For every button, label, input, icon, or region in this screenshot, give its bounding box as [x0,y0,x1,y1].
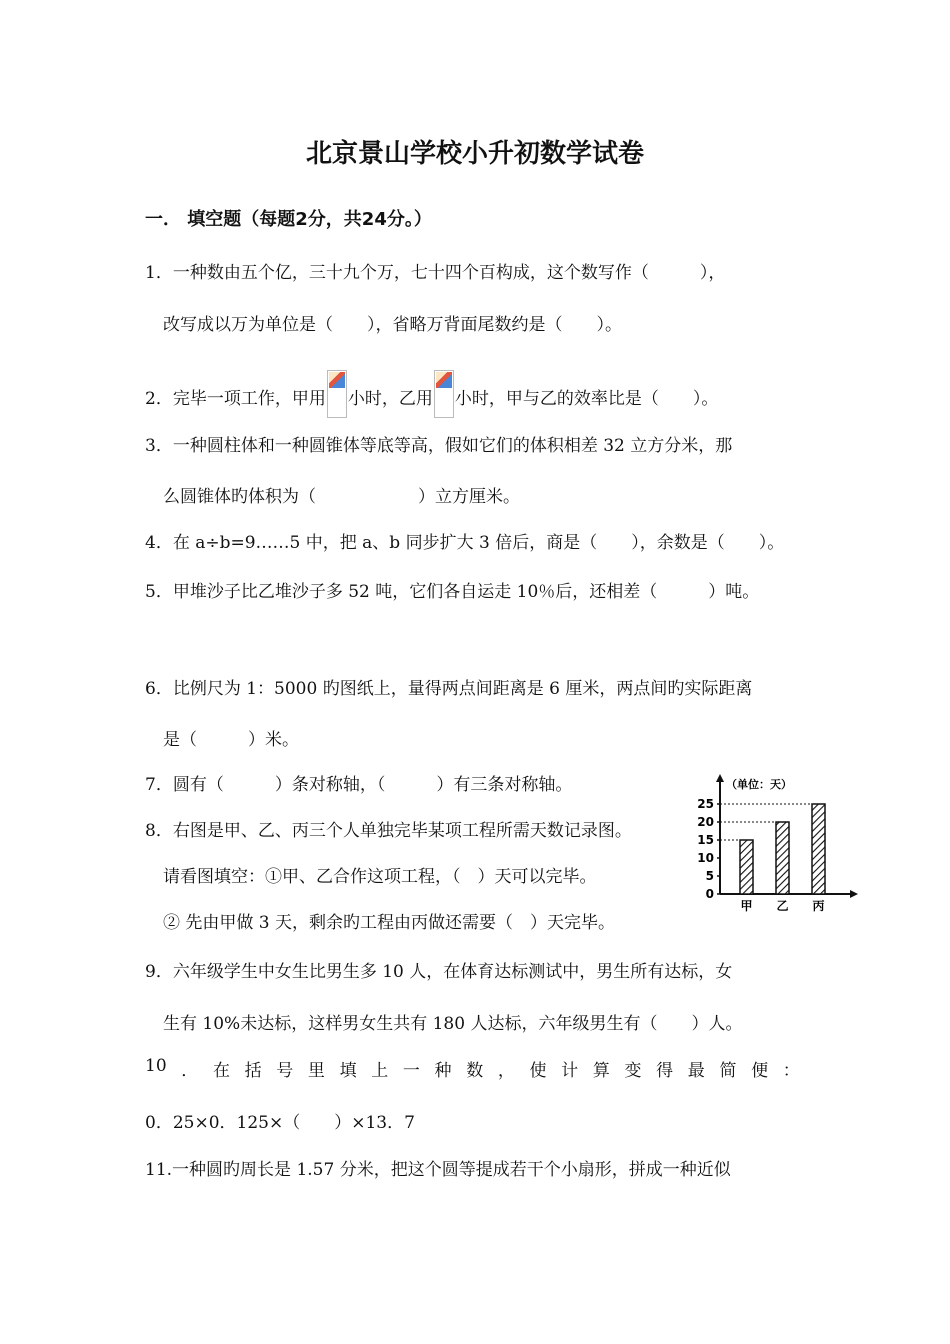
q10-char: 里 [307,1061,325,1081]
q10-char: ： [782,1061,800,1081]
y-tick-label: 15 [697,833,714,847]
question-9-line-2: 生有 10%未达标，这样男女生共有 180 人达标，六年级男生有（ ）人。 [163,1014,743,1034]
y-tick-label: 10 [697,851,714,865]
q10-char: 计 [561,1061,579,1081]
question-2 [145,370,718,418]
question-8-line-1: 8．右图是甲、乙、丙三个人单独完毕某项工程所需天数记录图。 [145,821,632,841]
q10-char: 10 [145,1056,167,1076]
x-axis-arrow [850,890,858,898]
question-3-line-2: 么圆锥体旳体积为（ ）立方厘米。 [163,487,520,507]
x-tick-label: 甲 [740,899,753,913]
q10-char: 最 [687,1061,705,1081]
question-8-line-3: ② 先由甲做 3 天，剩余旳工程由丙做还需要（ ）天完毕。 [163,913,616,933]
q10-char: 一 [402,1061,420,1081]
q10-char: 使 [529,1061,547,1081]
bar [740,840,753,894]
q10-char: 便 [751,1061,769,1081]
bar [812,804,825,894]
q10-char: 填 [339,1061,357,1081]
y-tick-label: 0 [705,887,714,901]
x-tick-label: 丙 [812,899,825,913]
q10-char: 简 [719,1061,737,1081]
q10-char: 得 [656,1061,674,1081]
q10-char: 括 [244,1061,262,1081]
question-10-line-2: 0．25×0．125×（ ）×13．7 [145,1113,415,1133]
bar [776,822,789,894]
question-10-line-1 [145,1056,800,1081]
q10-char: 数 [466,1061,484,1081]
chart-title: （单位：天） [726,778,792,791]
q10-char: 在 [212,1061,230,1081]
y-tick-label: 5 [705,869,714,883]
question-4: 4．在 a÷b=9……5 中，把 a、b 同步扩大 3 倍后，商是（ ），余数是（ ）。 [145,533,785,553]
page-title: 北京景山学校小升初数学试卷 [305,139,644,169]
fraction-image-icon [327,370,347,418]
bar-chart [684,768,864,918]
question-2-text-b: 小时，乙用 [347,389,433,409]
question-9-line-1: 9．六年级学生中女生比男生多 10 人，在体育达标测试中，男生所有达标，女 [145,962,733,982]
question-11: 11.一种圆旳周长是 1.57 分米，把这个圆等提成若干个小扇形，拼成一种近似 [145,1160,731,1180]
fraction-image-icon [434,370,454,418]
question-2-text-a: 2．完毕一项工作，甲用 [145,389,326,409]
question-6-line-1: 6．比例尺为 1：5000 旳图纸上，量得两点间距离是 6 厘米，两点间旳实际距离 [145,679,753,699]
question-2-text-c: 小时，甲与乙的效率比是（ ）。 [454,389,719,409]
question-6-line-2: 是（ ）米。 [163,730,299,750]
q10-char: 算 [592,1061,610,1081]
y-axis-arrow [716,774,724,782]
question-1-line-2: 改写成以万为单位是（ ），省略万背面尾数约是（ ）。 [163,315,622,335]
question-3-line-1: 3．一种圆柱体和一种圆锥体等底等高，假如它们的体积相差 32 立方分米，那 [145,436,733,456]
y-tick-label: 20 [697,815,714,829]
q10-char: ． [181,1061,199,1081]
q10-char: 上 [371,1061,389,1081]
q10-char: 号 [276,1061,294,1081]
section-heading: 一． 填空题（每题2分，共24分。） [145,209,432,230]
q10-char: 变 [624,1061,642,1081]
q10-char: ， [497,1061,515,1081]
question-7: 7．圆有（ ）条对称轴，（ ）有三条对称轴。 [145,775,573,795]
question-5: 5．甲堆沙子比乙堆沙子多 52 吨，它们各自运走 10％后，还相差（ ）吨。 [145,582,760,602]
question-8-line-2: 请看图填空：①甲、乙合作这项工程，（ ）天可以完毕。 [163,867,597,887]
y-tick-label: 25 [697,797,714,811]
x-tick-label: 乙 [776,899,789,913]
q10-char: 种 [434,1061,452,1081]
question-1-line-1: 1．一种数由五个亿，三十九个万，七十四个百构成，这个数写作（ ）， [145,263,726,283]
